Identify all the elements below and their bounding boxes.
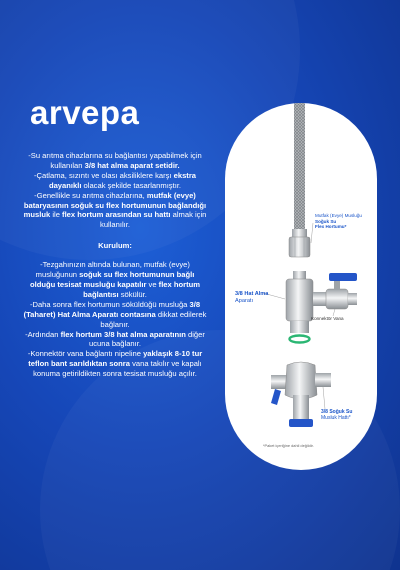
description-paragraph: -Su arıtma cihazlarına su bağlantısı yapabilmek için kullanılan 3/8 hat alma aparat setidir. (28, 151, 202, 170)
brand-logo: arvepa (30, 94, 140, 131)
product-diagram-panel (225, 103, 377, 470)
valve-label: Konnektör Vana (311, 316, 344, 321)
hat-alma-adapter (286, 271, 327, 343)
flex-hose-label: Mutfak (Evye) Musluğu Soğuk Su Flex Hortumu* (315, 213, 362, 230)
description-paragraph: -Çatlama, sızıntı ve olası aksiliklere karşı ekstra dayanıklı olacak şekilde tasarlanmıştır. (33, 170, 197, 190)
installation-step: -Konnektör vana bağlantı nipeline yaklaşık 8-10 tur teflon bant sarıldıktan sonra vana takılır ve kapalı konuma getirildikten sonra tesisat musluğu açılır. (27, 349, 203, 379)
connector-valve (326, 273, 357, 309)
installation-step: -Ardından flex hortum 3/8 hat alma aparatının diğer ucuna bağlanır. (25, 329, 205, 349)
installation-step: -Tezgahınızın altında bulunan, mutfak (evye) musluğunun soğuk su flex hortumunun bağlı olduğu tesisat musluğu kapatılır ve flex hortum bağlantısı sökülür. (29, 260, 201, 299)
gasket (290, 336, 310, 343)
flex-hose (289, 103, 310, 257)
installation-step: -Daha sonra flex hortumun söküldüğü musluğa 3/8 (Taharet) Hat Alma Aparatı contasına dikkat edilerek bağlanır. (23, 299, 207, 329)
product-illustration (225, 103, 377, 470)
description-paragraph: -Genellikle su arıtma cihazlarına, mutfak (evye) bataryasının soğuk su flex hortumunun bağlandığı musluk ile flex hortum arasından su hattı almak için kullanılır. (23, 190, 207, 230)
description-text (22, 151, 208, 379)
adapter-label: 3/8 Hat Alma Aparatı (235, 291, 269, 304)
installation-heading: Kurulum: (98, 241, 132, 251)
pipe-label: 3/8 Soğuk Su Musluk Hattı* (321, 409, 353, 421)
footnote: *Paket içeriğine dahil değildir. (263, 443, 314, 448)
valve-handle (329, 273, 357, 281)
